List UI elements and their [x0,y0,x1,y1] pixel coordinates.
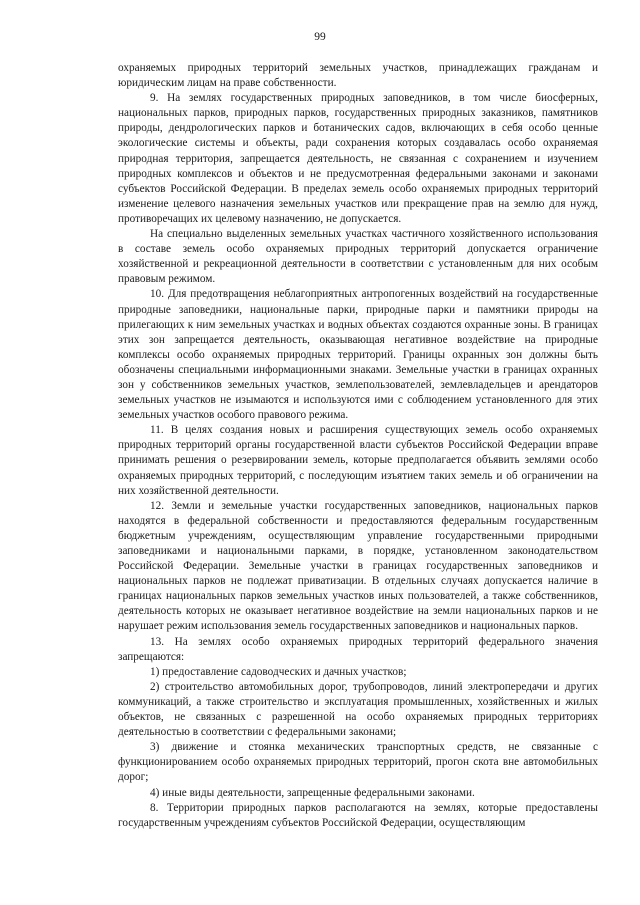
list-item-1: 1) предоставление садоводческих и дачных участков; [150,665,407,678]
paragraph-continuation: охраняемых природных территорий земельных участков, принадлежащих гражданам и юридическим лицам на праве собственности. [118,62,598,90]
list-item-3: 3) движение и стоянка механических транспортных средств, не связанные с функционированием особо охраняемых природных территорий, прогон скота вне автомобильных дорог; [118,741,598,784]
paragraph-clause-8: 8. Территории природных парков располагаются на землях, которые предоставлены государственным учреждениям субъектов Российской Федерации, осуществляющим [118,801,598,829]
list-item-2: 2) строительство автомобильных дорог, трубопроводов, линий электропередачи и других коммуникаций, а также строительство и эксплуатация промышленных, хозяйственных и жилых объектов, не связанных с разрешенной на особо охраняемых природных территориях деятельностью в соответствии с федеральными законами; [118,680,598,739]
paragraph-clause-13: 13. На землях особо охраняемых природных территорий федерального значения запрещаются: [118,635,598,663]
document-body [118,61,598,831]
paragraph-clause-12: 12. Земли и земельные участки государственных заповедников, национальных парков находятся в федеральной собственности и предоставляются федеральным государственным бюджетным учреждениям, осуществляющим управление государственными природными заповедниками и национальными парками, в порядке, установленном законодательством Российской Федерации. Земельные участки в границах государственных заповедников и национальных парков не подлежат приватизации. В отдельных случаях допускается наличие в границах национальных парков земельных участков иных пользователей, а также собственников, деятельность которых не оказывает негативное воздействие на земли национальных парков и не нарушает режим использования земель государственных заповедников и национальных парков. [118,499,598,633]
paragraph-partial-use: На специально выделенных земельных участках частичного хозяйственного использования в составе земель особо охраняемых природных территорий допускается ограничение хозяйственной и рекреационной деятельности в соответствии с установленным для них особым правовым режимом. [118,228,598,286]
page-number: 99 [314,31,326,43]
paragraph-clause-10: 10. Для предотвращения неблагоприятных антропогенных воздействий на государственные природные заповедники, национальные парки, природные парки и памятники природы на прилегающих к ним земельных участках и водных объектах создаются охранные зоны. В границах этих зон запрещается деятельность, оказывающая негативное воздействие на природные комплексы особо охраняемых природных территорий. Границы охранных зон должны быть обозначены специальными информационными знаками. Земельные участки в границах охранных зон у собственников земельных участков, землепользователей, землевладельцев и арендаторов земельных участков не изымаются и используются ими с соблюдением установленного для этих земельных участков особого правового режима. [118,288,598,422]
list-item-4: 4) иные виды деятельности, запрещенные федеральными законами. [150,786,475,799]
paragraph-clause-9: 9. На землях государственных природных заповедников, в том числе биосферных, национальных парков, природных парков, государственных природных заказников, памятников природы, дендрологических парков и ботанических садов, включающих в себя особо ценные экологические системы и объекты, ради сохранения которых создавалась особо охраняемая природная территория, запрещается деятельность, не связанная с сохранением и изучением природных комплексов и объектов и не предусмотренная федеральными законами и законами субъектов Российской Федерации. В пределах земель особо охраняемых природных территорий изменение целевого назначения земельных участков или прекращение прав на землю для нужд, противоречащих их целевому назначению, не допускается. [118,92,598,225]
paragraph-clause-11: 11. В целях создания новых и расширения существующих земель особо охраняемых природных территорий органы государственной власти субъектов Российской Федерации вправе принимать решения о резервировании земель, которые предполагается объявить землями особо охраняемых природных территорий, с последующим изъятием таких земель и об ограничении на них хозяйственной деятельности. [118,424,598,497]
